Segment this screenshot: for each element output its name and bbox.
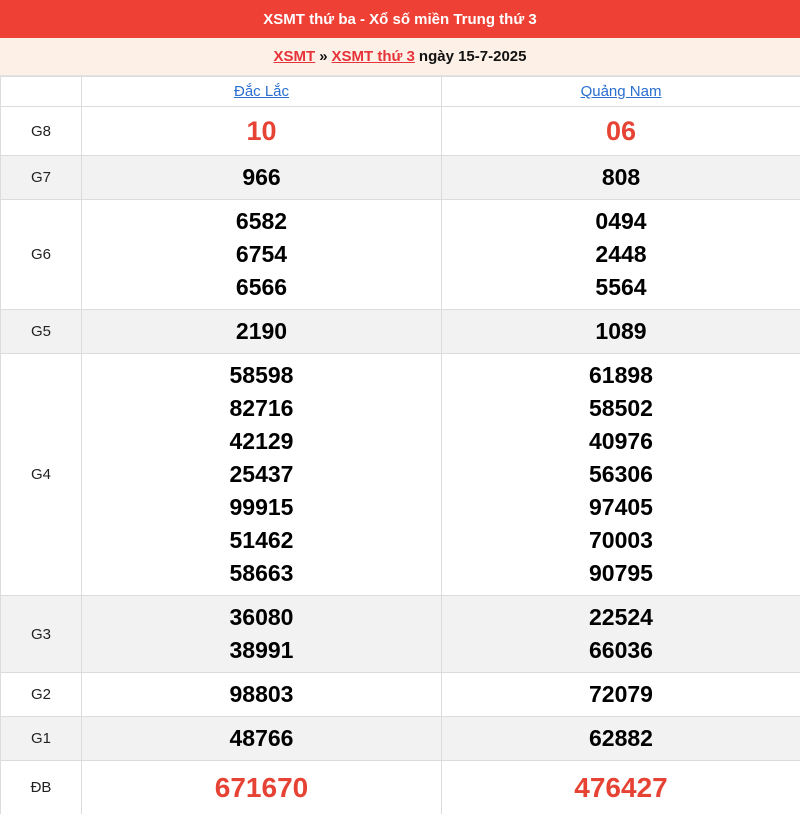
prize-number: 72079: [589, 681, 653, 707]
prize-number: 97405: [589, 494, 653, 520]
prize-label: G2: [1, 673, 82, 717]
prize-cell-quang-nam: [442, 310, 800, 354]
prize-label: G1: [1, 717, 82, 761]
prize-number: 10: [246, 115, 277, 146]
results-table: [0, 76, 800, 814]
prize-number: 62882: [589, 725, 653, 751]
prize-cell-dac-lac: [82, 717, 442, 761]
prize-number: 58663: [229, 560, 294, 586]
prize-cell-quang-nam: [442, 596, 800, 673]
prize-label: G7: [1, 156, 82, 200]
prize-number: 25437: [229, 461, 294, 487]
prize-row-g4: [1, 354, 800, 596]
prize-row-g3: [1, 596, 800, 673]
draw-date: ngày 15-7-2025: [418, 48, 527, 65]
prize-number: 2448: [595, 241, 647, 267]
breadcrumb-link-xsmt-thu-3[interactable]: XSMT thứ 3: [331, 48, 415, 65]
prize-number: 808: [601, 164, 641, 190]
prize-number: 5564: [595, 274, 647, 300]
prize-cell-quang-nam: [442, 761, 800, 814]
breadcrumb-link-xsmt[interactable]: XSMT: [273, 48, 316, 65]
prize-label: G5: [1, 310, 82, 354]
prize-number: 6582: [235, 208, 288, 234]
prize-number: 38991: [229, 637, 294, 663]
province-header-row: [1, 77, 800, 107]
province-link-quang-nam[interactable]: Quảng Nam: [580, 83, 662, 100]
prize-row-g7: [1, 156, 800, 200]
prize-number: 22524: [589, 604, 653, 630]
prize-number: 476427: [574, 772, 668, 803]
prize-number: 40976: [589, 428, 653, 454]
prize-cell-quang-nam: [442, 156, 800, 200]
prize-number: 36080: [229, 604, 294, 630]
page-title: XSMT thứ ba - Xổ số miền Trung thứ 3: [263, 10, 537, 28]
prize-row-g8: [1, 107, 800, 156]
prize-row-g5: [1, 310, 800, 354]
prize-label: G6: [1, 200, 82, 310]
prize-cell-dac-lac: [82, 107, 442, 156]
prize-label: ĐB: [1, 761, 82, 814]
prize-number: 58598: [229, 362, 294, 388]
prize-cell-dac-lac: [82, 310, 442, 354]
prize-cell-dac-lac: [82, 354, 442, 596]
prize-row-db: [1, 761, 800, 814]
prize-number: 99915: [229, 494, 294, 520]
prize-number: 98803: [229, 681, 294, 707]
prize-cell-dac-lac: [82, 156, 442, 200]
prize-number: 06: [605, 115, 637, 146]
prize-number: 966: [242, 164, 281, 190]
prize-label: G4: [1, 354, 82, 596]
prize-cell-quang-nam: [442, 717, 800, 761]
prize-number: 58502: [589, 395, 653, 421]
prize-number: 70003: [589, 527, 653, 553]
page-title-bar: [0, 0, 800, 38]
prize-cell-quang-nam: [442, 673, 800, 717]
prize-number: 6566: [235, 274, 288, 300]
prize-number: 1089: [595, 318, 647, 344]
prize-cell-dac-lac: [82, 761, 442, 814]
prize-number: 82716: [229, 395, 294, 421]
breadcrumb-separator: »: [319, 48, 328, 65]
prize-cell-dac-lac: [82, 200, 442, 310]
prize-row-g6: [1, 200, 800, 310]
prize-cell-dac-lac: [82, 596, 442, 673]
prize-cell-dac-lac: [82, 673, 442, 717]
prize-number: 61898: [589, 362, 653, 388]
prize-number: 90795: [589, 560, 653, 586]
prize-cell-quang-nam: [442, 200, 800, 310]
prize-label: G3: [1, 596, 82, 673]
prize-number: 6754: [235, 241, 288, 267]
prize-cell-quang-nam: [442, 354, 800, 596]
prize-number: 48766: [229, 725, 294, 751]
prize-number: 671670: [214, 772, 309, 803]
province-link-dac-lac[interactable]: Đắc Lắc: [233, 83, 290, 100]
prize-row-g2: [1, 673, 800, 717]
prize-number: 51462: [229, 527, 294, 553]
prize-label-header: [1, 77, 82, 107]
breadcrumb: [0, 38, 800, 76]
prize-row-g1: [1, 717, 800, 761]
prize-number: 0494: [595, 208, 647, 234]
prize-number: 56306: [589, 461, 653, 487]
prize-label: G8: [1, 107, 82, 156]
prize-number: 66036: [589, 637, 653, 663]
prize-number: 42129: [229, 428, 294, 454]
prize-number: 2190: [235, 318, 288, 344]
prize-cell-quang-nam: [442, 107, 800, 156]
